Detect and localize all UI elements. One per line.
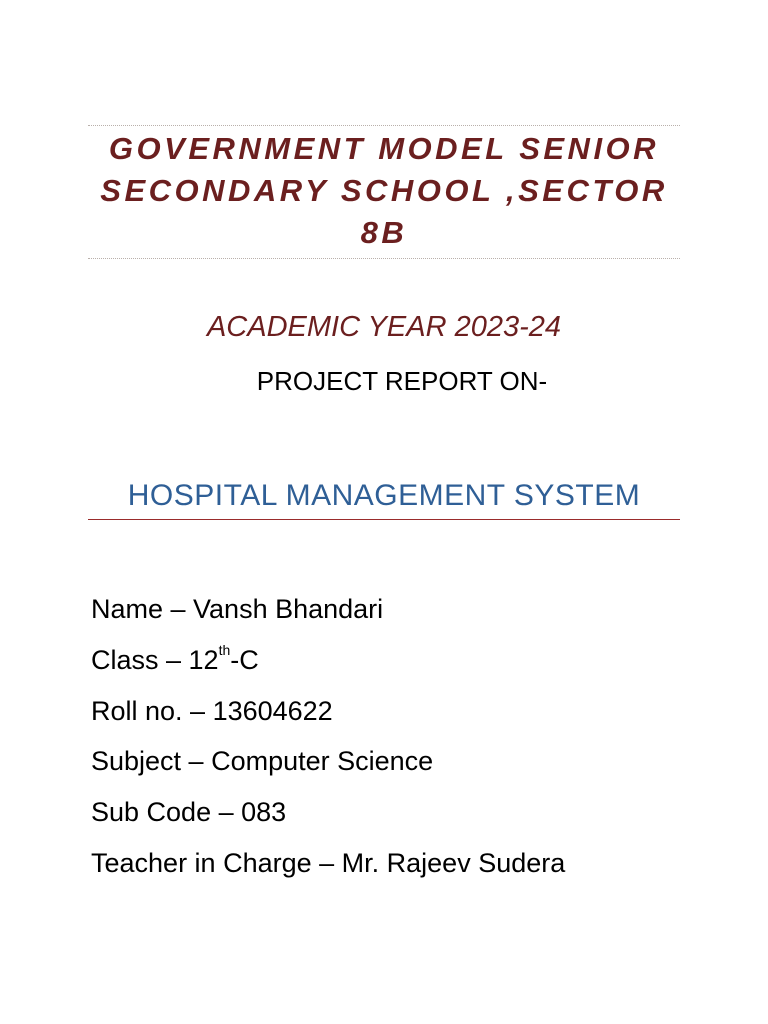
student-class: [91, 635, 691, 686]
project-title: HOSPITAL MANAGEMENT SYSTEM: [127, 479, 641, 512]
student-name: Name – Vansh Bhandari: [91, 594, 384, 624]
class-superscript: th: [218, 641, 231, 658]
top-dotted-rule: [88, 125, 680, 126]
project-title-underline: [88, 519, 680, 520]
school-name-heading: [88, 128, 680, 254]
subject: Subject – Computer Science: [91, 746, 434, 777]
school-name-line-2: SECONDARY SCHOOL ,SECTOR: [100, 173, 668, 208]
student-details-list: [91, 584, 691, 889]
bottom-dotted-rule: [88, 258, 680, 259]
class-prefix: Class – 12: [91, 644, 219, 675]
class-suffix: -C: [230, 644, 259, 675]
school-name-line-1: GOVERNMENT MODEL SENIOR: [108, 131, 660, 166]
project-report-label: PROJECT REPORT ON-: [256, 366, 548, 396]
school-name-line-3: 8B: [360, 215, 408, 250]
subject-code: Sub Code – 083: [91, 797, 287, 828]
roll-number: Roll no. – 13604622: [91, 695, 333, 726]
academic-year: ACADEMIC YEAR 2023-24: [206, 311, 562, 343]
teacher-in-charge: Teacher in Charge – Mr. Rajeev Sudera: [91, 847, 566, 878]
